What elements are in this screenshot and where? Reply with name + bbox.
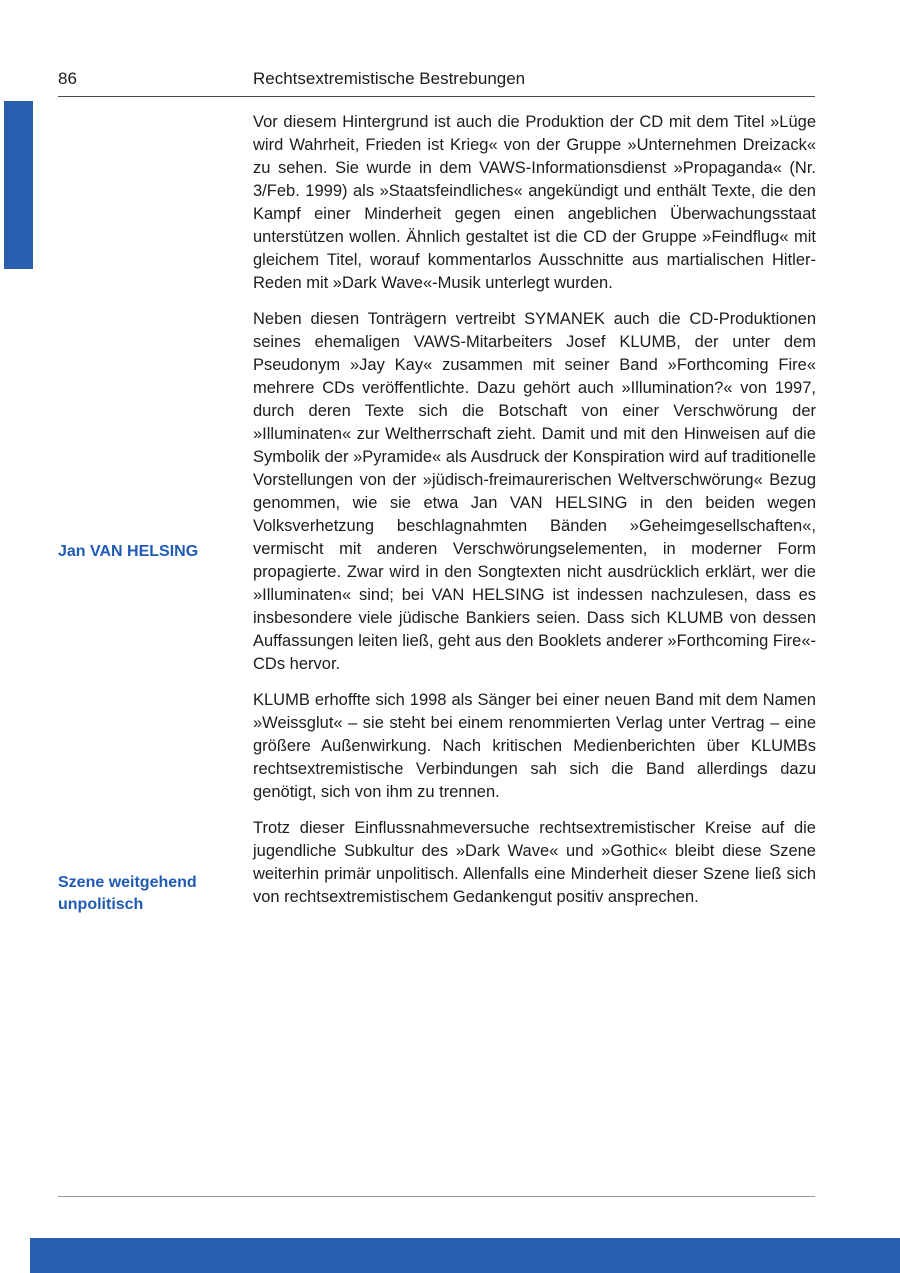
footer-accent-bar	[30, 1238, 900, 1273]
margin-note-jan-van-helsing: Jan VAN HELSING	[58, 543, 199, 560]
header-rule	[58, 96, 815, 97]
body-paragraph-4: Trotz dieser Einflussnahmeversuche rechtsextremistischer Kreise auf die jugendliche Subkultur des »Dark Wave« und »Gothic« bleibt diese Szene weiterhin primär unpolitisch. Allenfalls eine Minderheit dieser Szene ließ sich von rechtsextremistischem Gedankengut positiv ansprechen.	[253, 819, 816, 906]
left-margin-accent-bar	[4, 101, 33, 269]
margin-note-szene-weitgehend-unpolitisch: Szene weitgehend unpolitisch	[58, 874, 197, 913]
body-paragraph-3: KLUMB erhoffte sich 1998 als Sänger bei einer neuen Band mit dem Namen »Weissglut« – sie steht bei einem renommierten Verlag unter Vertrag – eine größere Außenwirkung. Nach kritischen Medienberichten über KLUMBs rechtsextremistische Verbindungen sah sich die Band allerdings dazu genötigt, sich von ihm zu trennen.	[253, 691, 816, 801]
body-paragraph-2: Neben diesen Tonträgern vertreibt SYMANEK auch die CD-Produktionen seines ehemaligen VAWS-Mitarbeiters Josef KLUMB, der unter dem Pseudonym »Jay Kay« zusammen mit seiner Band »Forthcoming Fire« mehrere CDs veröffentlichte. Dazu gehört auch »Illumination?« von 1997, durch deren Texte sich die Botschaft von einer Verschwörung der »Illuminaten« zur Weltherrschaft zieht. Damit und mit den Hinweisen auf die Symbolik der »Pyramide« als Ausdruck der Konspiration wird auf traditionelle Vorstellungen von der »jüdisch-freimaurerischen Weltverschwörung« Bezug genommen, wie sie etwa Jan VAN HELSING in den beiden wegen Volksverhetzung beschlagnahmten Bänden »Geheimgesellschaften«, vermischt mit anderen Verschwörungselementen, in moderner Form propagierte. Zwar wird in den Songtexten nicht ausdrücklich erklärt, wer die »Illuminaten« sind; bei VAN HELSING ist indessen nachzulesen, dass es insbesondere viele jüdische Bankiers seien. Dass sich KLUMB von dessen Auffassungen leiten ließ, geht aus den Booklets anderer »Forthcoming Fire«-CDs hervor.	[253, 310, 816, 673]
body-paragraph-1: Vor diesem Hintergrund ist auch die Produktion der CD mit dem Titel »Lüge wird Wahrheit, Frieden ist Krieg« von der Gruppe »Unternehmen Dreizack« zu sehen. Sie wurde in dem VAWS-Informationsdienst »Propaganda« (Nr. 3/Feb. 1999) als »Staatsfeindliches« angekündigt und enthält Texte, die den Kampf einer Minderheit gegen einen angeblichen Überwachungsstaat unterstützen wollen. Ähnlich gestaltet ist die CD der Gruppe »Feindflug« mit gleichem Titel, worauf kommentarlos Ausschnitte aus martialischen Hitler-Reden mit »Dark Wave«-Musik unterlegt wurden.	[253, 113, 816, 292]
body-text-column	[253, 111, 816, 922]
running-header-title: Rechtsextremistische Bestrebungen	[253, 69, 526, 88]
page-number: 86	[58, 69, 77, 88]
footer-rule	[58, 1196, 815, 1197]
